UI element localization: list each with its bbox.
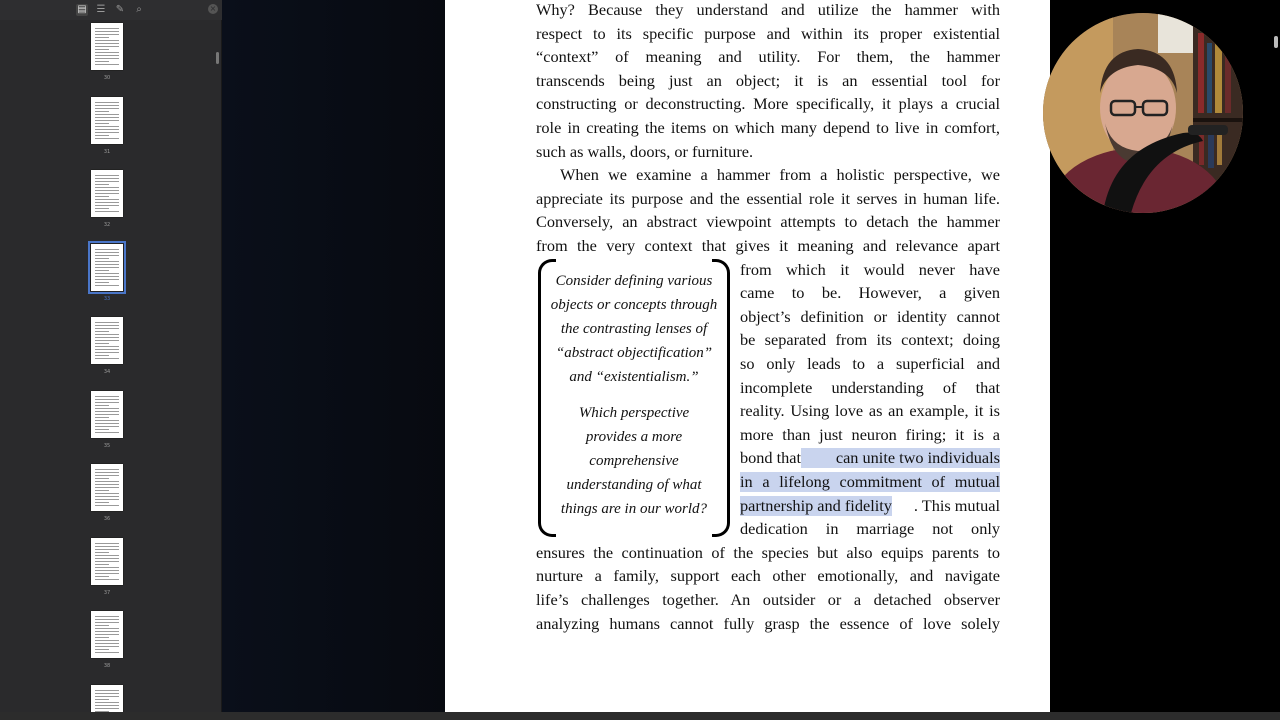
thumbnail-text-line bbox=[95, 190, 119, 191]
thumbnail-text-line bbox=[95, 429, 109, 430]
thumbnail-text-line bbox=[95, 34, 119, 35]
thumbnail-text-line bbox=[95, 649, 109, 650]
thumbnail-text-line bbox=[95, 411, 119, 412]
text-line: role in creating the items on which many depend to live in comfort, bbox=[536, 118, 1000, 137]
page-thumbnail[interactable] bbox=[91, 170, 123, 217]
thumbnail-page-number: 32 bbox=[103, 222, 111, 228]
thumbnail-text-line bbox=[95, 420, 119, 421]
thumbnail-text-line bbox=[95, 355, 109, 356]
text-line: reality. Using love as an example, it is bbox=[740, 401, 1000, 421]
thumbnail-text-line bbox=[95, 105, 119, 106]
thumbnail-text-line bbox=[95, 579, 119, 580]
thumbnail-text-line bbox=[95, 187, 119, 188]
thumbnail-text-line bbox=[95, 205, 119, 206]
thumbnail-text-line bbox=[95, 478, 109, 479]
thumbnail-text-line bbox=[95, 249, 119, 250]
thumbnail-text-line bbox=[95, 576, 109, 577]
thumbnail-text-line bbox=[95, 258, 109, 259]
text-line: When we examine a hammer from a holistic perspective, we bbox=[560, 165, 1000, 185]
search-icon[interactable]: ⌕ bbox=[136, 4, 142, 15]
page-thumbnail[interactable] bbox=[91, 244, 123, 291]
text-line: incomplete understanding of that bbox=[740, 377, 1000, 397]
thumbnail-text-line bbox=[95, 343, 109, 344]
thumbnail-text-line bbox=[95, 699, 109, 700]
text-line: dedication in marriage not only bbox=[740, 519, 1000, 539]
thumbnail-text-line bbox=[95, 622, 119, 623]
thumbnail-text-line bbox=[95, 102, 119, 103]
thumbnail-page-number: 37 bbox=[103, 590, 111, 596]
text-run: bond that bbox=[740, 448, 802, 468]
text-line: Why? Because they understand and utilize the hammer with bbox=[536, 0, 1000, 19]
page-thumbnail[interactable] bbox=[91, 685, 123, 712]
text-run: . This mutual bbox=[913, 495, 1000, 515]
thumbnail-text-line bbox=[95, 552, 109, 553]
thumbnail-text-line bbox=[95, 28, 119, 29]
thumbnail-text-line bbox=[95, 358, 119, 359]
thumbnail-text-line bbox=[95, 132, 119, 133]
thumbnail-text-line bbox=[95, 690, 119, 691]
thumbnail-text-line bbox=[95, 261, 119, 262]
callout-line: understanding of what bbox=[566, 477, 702, 493]
thumbnail-text-line bbox=[95, 432, 119, 433]
thumbnail-text-line bbox=[95, 481, 119, 482]
thumbnail-page-number: 31 bbox=[103, 149, 111, 155]
thumbnail-text-line bbox=[95, 555, 119, 556]
thumbnail-text-line bbox=[95, 178, 119, 179]
text-line: from which it would never have bbox=[740, 259, 1000, 279]
callout-line: comprehensive bbox=[589, 453, 679, 469]
thumbnail-text-line bbox=[95, 484, 119, 485]
text-line: from the very context that gives it meaning and relevance apart bbox=[536, 236, 1000, 255]
text-selection[interactable]: partnership and fidelity bbox=[740, 495, 892, 515]
page-scroll-thumb[interactable] bbox=[1274, 36, 1278, 48]
thumbnail-text-line bbox=[95, 546, 119, 547]
thumbnail-text-line bbox=[95, 255, 119, 256]
thumbnail-text-line bbox=[95, 37, 109, 38]
text-line: such as walls, doors, or furniture. bbox=[536, 141, 754, 161]
page-thumbnail[interactable] bbox=[91, 23, 123, 70]
thumbnail-text-line bbox=[95, 696, 119, 697]
presenter-image bbox=[1043, 13, 1243, 213]
text-line: respect to its specific purpose and within its proper existential bbox=[536, 23, 1000, 43]
thumbnail-page-number: 33 bbox=[103, 296, 111, 302]
sidebar-scroll-thumb[interactable] bbox=[216, 52, 219, 64]
text-line: ensures the continuation of the species but also equips parents to bbox=[536, 542, 1000, 562]
thumbnail-text-line bbox=[95, 49, 109, 50]
page-thumbnail[interactable] bbox=[91, 391, 123, 438]
thumbnail-text-line bbox=[95, 46, 119, 47]
thumbnail-text-line bbox=[95, 646, 119, 647]
thumbnail-text-line bbox=[95, 31, 119, 32]
thumbnail-text-line bbox=[95, 628, 119, 629]
page-thumbnail[interactable] bbox=[91, 97, 123, 144]
thumbnail-text-line bbox=[95, 490, 109, 491]
webcam-overlay bbox=[1043, 13, 1243, 213]
thumbnail-page-number: 35 bbox=[103, 443, 111, 449]
thumbnail-text-line bbox=[95, 123, 109, 124]
thumbnail-text-line bbox=[95, 417, 109, 418]
text-line: object’s definition or identity cannot bbox=[740, 306, 1000, 326]
thumbnail-page-number: 30 bbox=[103, 75, 111, 81]
thumbnail-text-line bbox=[95, 129, 119, 130]
thumbnail-text-line bbox=[95, 120, 119, 121]
thumbnail-text-line bbox=[95, 202, 119, 203]
thumbnail-text-line bbox=[95, 567, 119, 568]
text-line[interactable] bbox=[740, 496, 1000, 516]
text-line[interactable] bbox=[740, 448, 1000, 468]
thumbnail-text-line bbox=[95, 405, 109, 406]
text-line: came to be. However, a given bbox=[740, 283, 1000, 303]
thumbnail-text-line bbox=[95, 414, 119, 415]
page-thumbnail[interactable] bbox=[91, 464, 123, 511]
thumbnail-text-line bbox=[95, 543, 119, 544]
thumbnail-text-line bbox=[95, 399, 119, 400]
thumbnail-text-line bbox=[95, 270, 109, 271]
thumbnail-page-number: 36 bbox=[103, 516, 111, 522]
thumbnail-text-line bbox=[95, 573, 119, 574]
thumbnail-text-line bbox=[95, 631, 119, 632]
callout-line: Consider defining various bbox=[555, 273, 713, 289]
text-line: appreciate its purpose and the essential role it serves in human life. bbox=[536, 188, 1000, 208]
thumbnail-text-line bbox=[95, 499, 119, 500]
thumbnail-text-line bbox=[95, 637, 109, 638]
thumbnail-text-line bbox=[95, 282, 109, 283]
thumbnail-text-line bbox=[95, 505, 119, 506]
thumbnail-text-line bbox=[95, 264, 119, 265]
thumbnail-text-line bbox=[95, 502, 109, 503]
thumbnail-text-line bbox=[95, 52, 119, 53]
callout-line: the contrasting lenses of bbox=[560, 321, 708, 337]
thumbnail-text-line bbox=[95, 43, 119, 44]
thumbnail-text-line bbox=[95, 570, 119, 571]
thumbnail-text-line bbox=[95, 469, 119, 470]
thumbnail-text-line bbox=[95, 408, 119, 409]
thumbnail-text-line bbox=[95, 184, 109, 185]
thumbnail-text-line bbox=[95, 475, 119, 476]
thumbnail-text-line bbox=[95, 619, 119, 620]
thumbnail-text-line bbox=[95, 135, 109, 136]
thumbnail-text-line bbox=[95, 196, 109, 197]
thumbnail-text-line bbox=[95, 564, 109, 565]
thumbnail-text-line bbox=[95, 334, 119, 335]
thumbnail-text-line bbox=[95, 643, 119, 644]
thumbnail-text-line bbox=[95, 558, 119, 559]
thumbnail-text-line bbox=[95, 349, 119, 350]
thumbnail-text-line bbox=[95, 322, 119, 323]
thumbnail-text-line bbox=[95, 346, 119, 347]
thumbnail-page-number: 34 bbox=[103, 369, 111, 375]
thumbnail-text-line bbox=[95, 126, 119, 127]
thumbnail-text-line bbox=[95, 252, 119, 253]
page-thumbnail[interactable] bbox=[91, 317, 123, 364]
callout-line: things are in our world? bbox=[560, 501, 708, 517]
close-icon[interactable]: × bbox=[209, 4, 217, 13]
thumbnail-text-line bbox=[95, 493, 119, 494]
thumbnail-text-line bbox=[95, 328, 119, 329]
callout-line: objects or concepts through bbox=[550, 297, 718, 313]
thumbnail-text-line bbox=[95, 652, 119, 653]
thumbnail-page-number: 38 bbox=[103, 663, 111, 669]
text-line: life’s challenges together. An outsider or a detached observer bbox=[536, 590, 1000, 609]
thumbnail-text-line bbox=[95, 402, 119, 403]
thumbnail-text-line bbox=[95, 423, 119, 424]
sidebar-toolbar bbox=[0, 0, 222, 20]
thumbnail-text-line bbox=[95, 111, 109, 112]
text-line: be separated from its context; doing bbox=[740, 330, 1000, 350]
thumbnail-text-line bbox=[95, 108, 119, 109]
thumbnail-text-line bbox=[95, 693, 119, 694]
thumbnail-text-line bbox=[95, 561, 119, 562]
callout-line: “abstract objectification” bbox=[555, 345, 713, 361]
thumbnail-text-line bbox=[95, 267, 119, 268]
text-line: Conversely, an abstract viewpoint attempts to detach the hammer bbox=[536, 212, 1000, 232]
thumbnail-text-line bbox=[95, 208, 109, 209]
callout-line: Which perspective bbox=[578, 405, 690, 421]
thumbnail-text-line bbox=[95, 114, 119, 115]
text-line: more than just neuron firing; it is a bbox=[740, 424, 1000, 444]
thumbnail-text-line bbox=[95, 616, 119, 617]
thumbnail-text-line bbox=[95, 199, 119, 200]
annotations-icon[interactable]: ✎ bbox=[115, 4, 125, 15]
thumbnail-text-line bbox=[95, 211, 119, 212]
text-line: constructing or deconstructing. More specifically, it plays a crucial bbox=[536, 94, 1000, 114]
thumbnail-text-line bbox=[95, 705, 119, 706]
thumbnail-text-line bbox=[95, 40, 119, 41]
thumbnail-text-line bbox=[95, 331, 109, 332]
thumbnail-text-line bbox=[95, 625, 109, 626]
thumbnail-text-line bbox=[95, 549, 119, 550]
text-line: nurture a family, support each other emotionally, and navigate bbox=[536, 566, 1000, 586]
text-line: so only leads to a superficial and bbox=[740, 354, 1000, 373]
thumbnail-text-line bbox=[95, 193, 119, 194]
thumbnail-text-line bbox=[95, 426, 119, 427]
thumbnail-text-line bbox=[95, 634, 119, 635]
thumbnail-text-line bbox=[95, 325, 119, 326]
thumbnail-text-line bbox=[95, 340, 119, 341]
thumbnail-text-line bbox=[95, 276, 119, 277]
text-line: analyzing humans cannot fully grasp the essence of love solely bbox=[536, 613, 1000, 633]
thumbnail-text-line bbox=[95, 64, 119, 65]
callout-line: and “existentialism.” bbox=[569, 369, 699, 385]
thumbnail-text-line bbox=[95, 117, 119, 118]
thumbnail-text-line bbox=[95, 61, 109, 62]
thumbnail-text-line bbox=[95, 285, 119, 286]
text-selection[interactable]: can unite two individuals bbox=[801, 448, 1000, 468]
thumbnail-text-line bbox=[95, 181, 119, 182]
thumbnail-text-line bbox=[95, 487, 119, 488]
text-selection[interactable]: in a lifelong commitment of mutual bbox=[740, 472, 1000, 491]
thumbnail-text-line bbox=[95, 138, 119, 139]
sidebar-scrollbar[interactable] bbox=[214, 22, 220, 712]
thumbnail-text-line bbox=[95, 58, 119, 59]
bottom-status-bar bbox=[0, 712, 1280, 720]
thumbnail-sidebar bbox=[0, 0, 222, 720]
thumbnail-text-line bbox=[95, 352, 119, 353]
thumbnail-text-line bbox=[95, 337, 119, 338]
outline-icon[interactable]: ☰ bbox=[96, 4, 106, 15]
thumbnail-text-line bbox=[95, 175, 119, 176]
thumbnail-text-line bbox=[95, 396, 119, 397]
thumbnail-text-line bbox=[95, 279, 119, 280]
thumbnail-text-line bbox=[95, 702, 119, 703]
thumbnail-text-line bbox=[95, 273, 119, 274]
thumbnail-text-line bbox=[95, 55, 119, 56]
thumbnail-text-line bbox=[95, 496, 119, 497]
thumbnail-text-line bbox=[95, 472, 119, 473]
text-line: transcends being just an object; it is an essential tool for bbox=[536, 70, 1000, 90]
page-thumbnail[interactable] bbox=[91, 611, 123, 658]
thumbnails-icon[interactable]: ▤ bbox=[77, 4, 87, 15]
thumbnail-text-line bbox=[95, 640, 119, 641]
page-thumbnail[interactable] bbox=[91, 538, 123, 585]
thumbnail-text-line bbox=[95, 708, 119, 709]
text-line: “context” of meaning and utility. For them, the hammer bbox=[536, 47, 1000, 67]
callout-line: provides a more bbox=[585, 429, 683, 445]
